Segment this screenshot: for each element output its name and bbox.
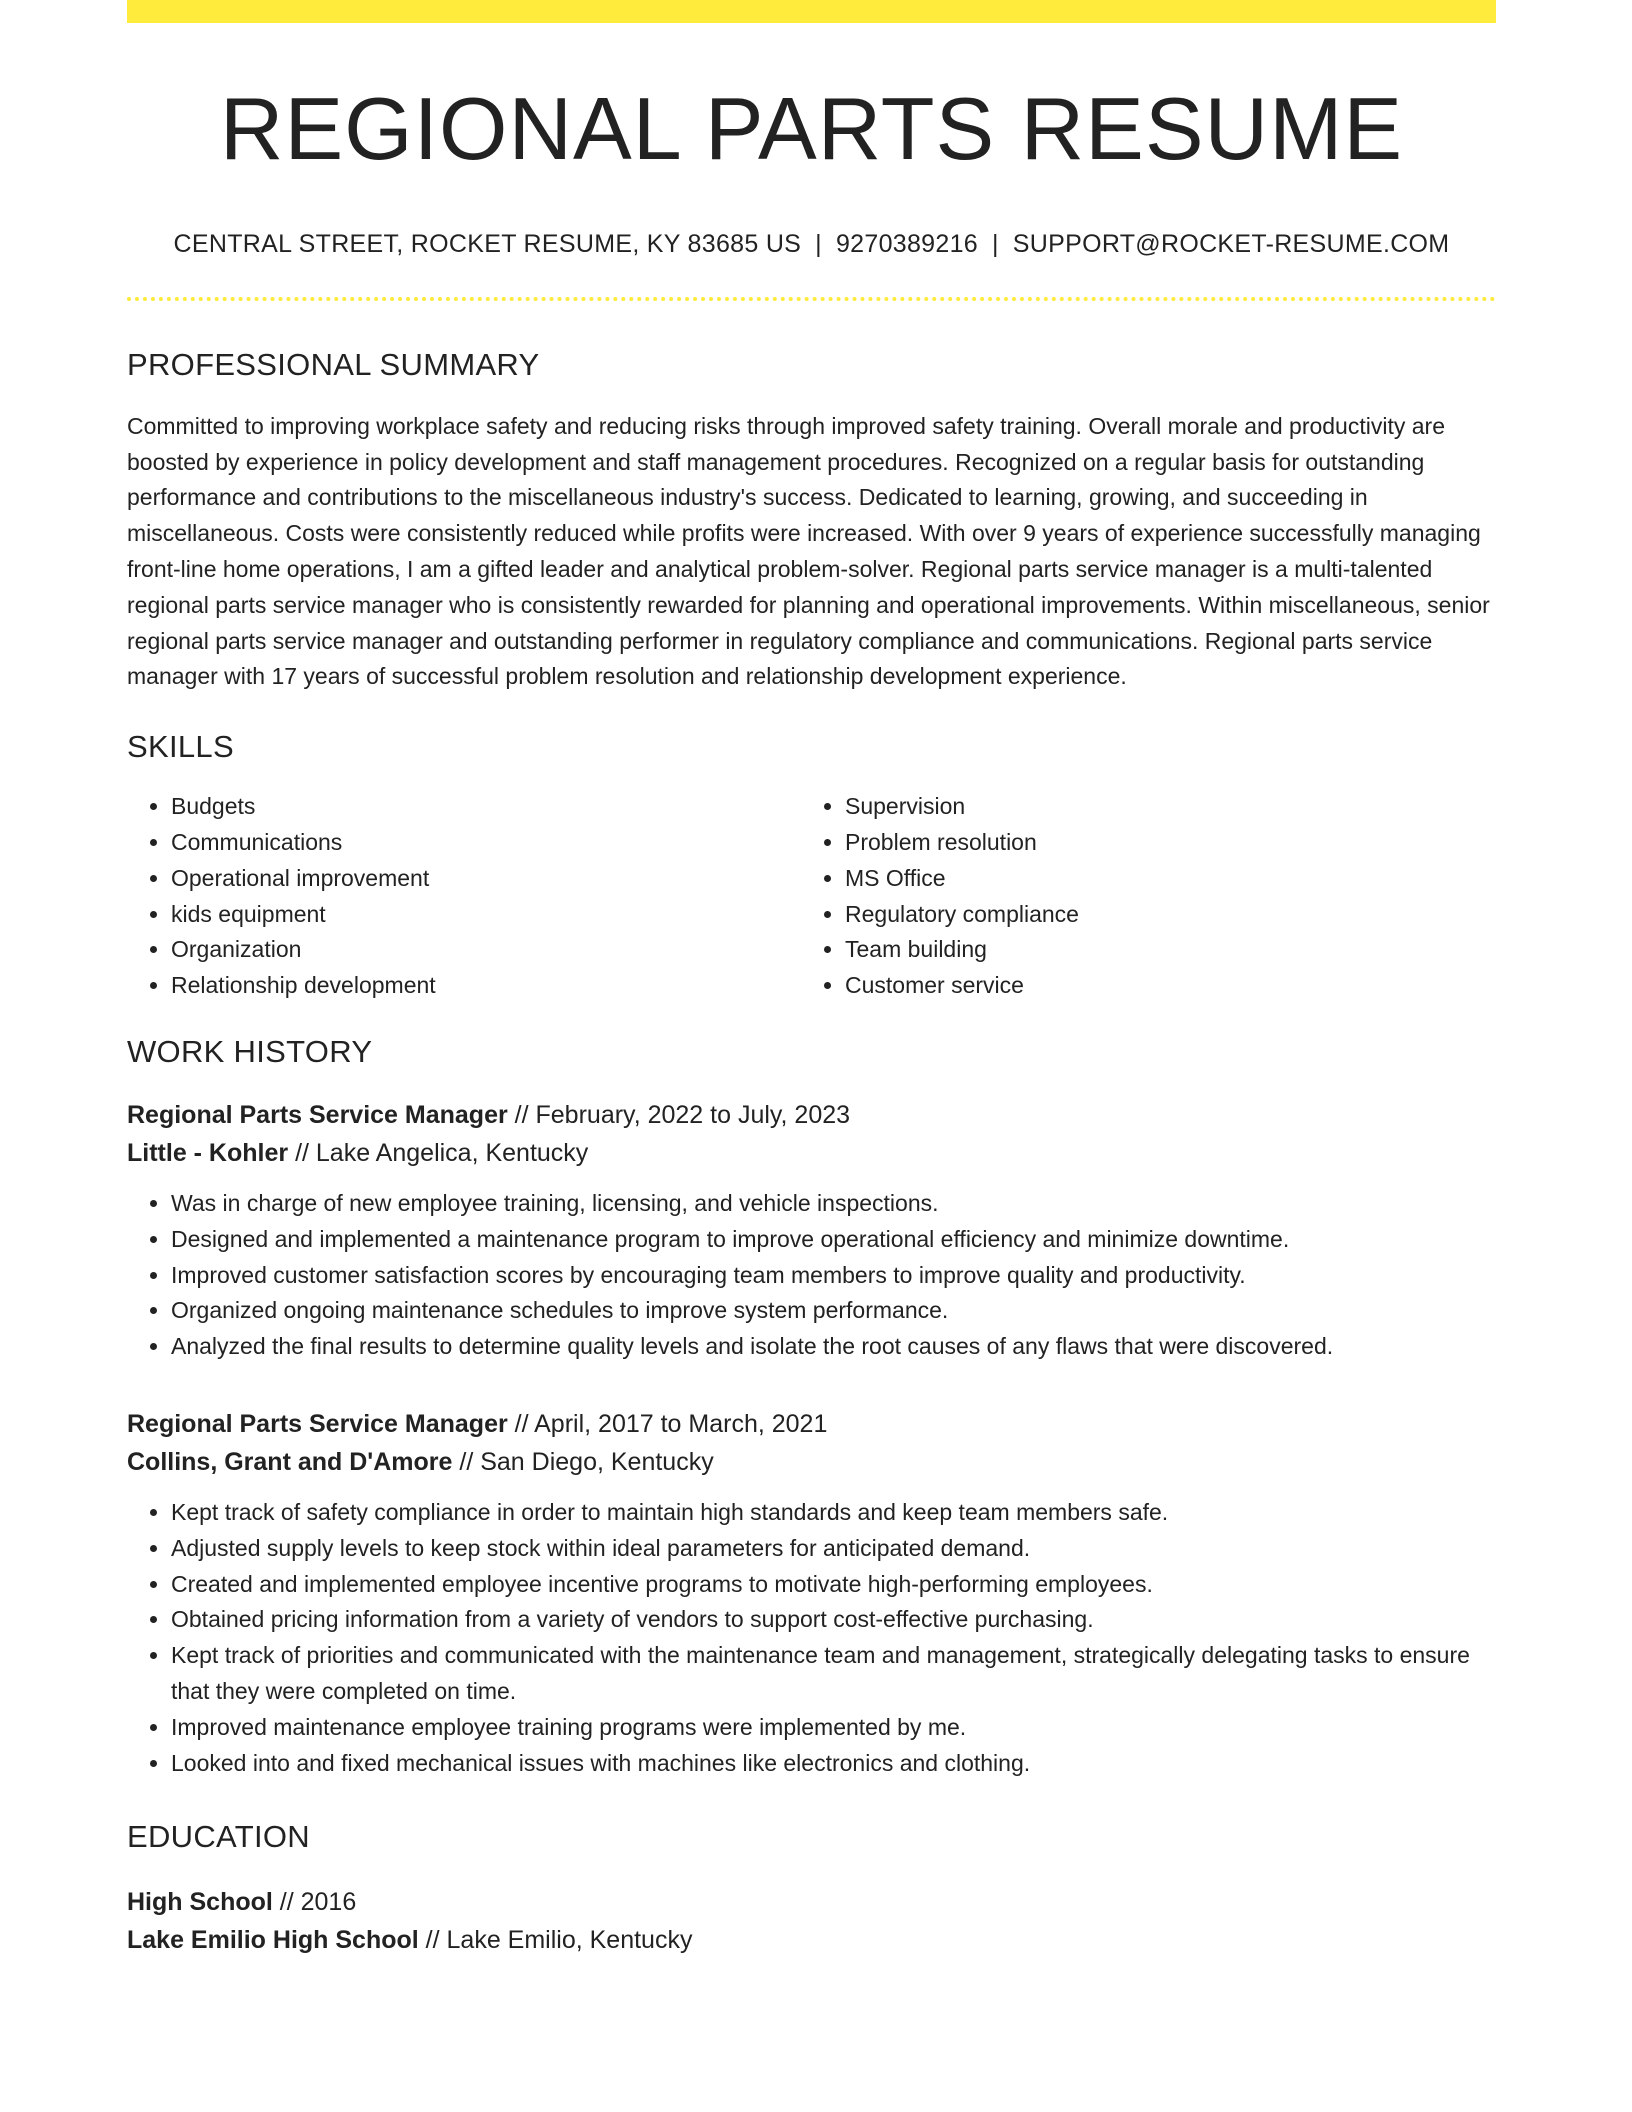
job-company: Collins, Grant and D'Amore xyxy=(127,1447,453,1476)
section-title-education: EDUCATION xyxy=(127,1819,310,1855)
duty-item: • Designed and implemented a maintenance program to improve operational efficiency and minimize downtime. xyxy=(171,1222,1496,1258)
job-dates: // April, 2017 to March, 2021 xyxy=(514,1409,828,1438)
skill-item: • MS Office xyxy=(845,861,1475,897)
resume-page xyxy=(127,0,1496,1959)
skill-item: • Customer service xyxy=(845,968,1475,1004)
job-company-line xyxy=(127,1134,1496,1172)
contact-address: CENTRAL STREET, ROCKET RESUME, KY 83685 US xyxy=(173,229,802,258)
education-degree: High School xyxy=(127,1888,273,1917)
job-entry xyxy=(127,1096,1496,1365)
section-title-skills: SKILLS xyxy=(127,729,234,765)
education-school-line xyxy=(127,1921,1496,1959)
skill-item: • kids equipment xyxy=(171,897,801,933)
duty-item: • Kept track of priorities and communicated with the maintenance team and management, strategically delegating tasks to ensure that they were completed on time. xyxy=(171,1638,1496,1710)
section-title-work-history: WORK HISTORY xyxy=(127,1033,373,1069)
skill-item: • Communications xyxy=(171,825,801,861)
job-location: // Lake Angelica, Kentucky xyxy=(295,1138,589,1167)
education-school: Lake Emilio High School xyxy=(127,1926,419,1955)
contact-line xyxy=(127,230,1496,259)
job-dates: // February, 2022 to July, 2023 xyxy=(514,1100,851,1129)
duty-item: • Obtained pricing information from a variety of vendors to support cost-effective purchasing. xyxy=(171,1602,1496,1638)
contact-separator: | xyxy=(815,229,822,258)
skills-column-left xyxy=(127,789,801,1004)
duty-item: • Improved customer satisfaction scores by encouraging team members to improve quality and productivity. xyxy=(171,1258,1496,1294)
skills-grid xyxy=(127,789,1496,1004)
job-role: Regional Parts Service Manager xyxy=(127,1100,508,1129)
job-entry xyxy=(127,1405,1496,1781)
duty-item: • Kept track of safety compliance in order to maintain high standards and keep team members safe. xyxy=(171,1495,1496,1531)
job-role-line xyxy=(127,1405,1496,1443)
dotted-divider xyxy=(127,297,1496,301)
duty-item: • Was in charge of new employee training, licensing, and vehicle inspections. xyxy=(171,1186,1496,1222)
skills-column-right xyxy=(801,789,1475,1004)
skill-item: • Supervision xyxy=(845,789,1475,825)
job-role-line xyxy=(127,1096,1496,1134)
contact-phone: 9270389216 xyxy=(835,229,978,258)
duty-item: • Improved maintenance employee training programs were implemented by me. xyxy=(171,1710,1496,1746)
education-degree-line xyxy=(127,1883,1496,1921)
skill-item: • Operational improvement xyxy=(171,861,801,897)
skill-item: • Team building xyxy=(845,932,1475,968)
education-location: // Lake Emilio, Kentucky xyxy=(425,1926,693,1955)
education-year: // 2016 xyxy=(279,1888,357,1917)
accent-top-bar xyxy=(127,0,1496,23)
skill-item: • Problem resolution xyxy=(845,825,1475,861)
job-location: // San Diego, Kentucky xyxy=(459,1447,714,1476)
duty-item: • Organized ongoing maintenance schedules to improve system performance. xyxy=(171,1293,1496,1329)
job-company-line xyxy=(127,1443,1496,1481)
job-company: Little - Kohler xyxy=(127,1138,289,1167)
job-role: Regional Parts Service Manager xyxy=(127,1409,508,1438)
section-title-summary: PROFESSIONAL SUMMARY xyxy=(127,346,540,382)
contact-separator: | xyxy=(992,229,999,258)
skill-item: • Budgets xyxy=(171,789,801,825)
contact-email: SUPPORT@ROCKET-RESUME.COM xyxy=(1012,229,1450,258)
skill-item: • Relationship development xyxy=(171,968,801,1004)
education-entry xyxy=(127,1883,1496,1959)
job-duties-list xyxy=(127,1495,1496,1781)
skill-item: • Regulatory compliance xyxy=(845,897,1475,933)
summary-paragraph: Committed to improving workplace safety and reducing risks through improved safety training. Overall morale and productivity are boosted by experience in policy development and staff management procedures. Recognized on a regular basis for outstanding performance and contributions to the miscellaneous industry's success. Dedicated to learning, growing, and succeeding in miscellaneous. Costs were consistently reduced while profits were increased. With over 9 years of experience successfully managing front-line home operations, I am a gifted leader and analytical problem-solver. Regional parts service manager is a multi-talented regional parts service manager who is consistently rewarded for planning and operational improvements. Within miscellaneous, senior regional parts service manager and outstanding performer in regulatory compliance and communications. Regional parts service manager with 17 years of successful problem resolution and relationship development experience. xyxy=(127,412,1490,690)
duty-item: • Adjusted supply levels to keep stock within ideal parameters for anticipated demand. xyxy=(171,1531,1496,1567)
skill-item: • Organization xyxy=(171,932,801,968)
duty-item: • Created and implemented employee incentive programs to motivate high-performing employees. xyxy=(171,1567,1496,1603)
job-duties-list xyxy=(127,1186,1496,1365)
resume-title: REGIONAL PARTS RESUME xyxy=(219,79,1404,178)
duty-item: • Analyzed the final results to determine quality levels and isolate the root causes of any flaws that were discovered. xyxy=(171,1329,1496,1365)
duty-item: • Looked into and fixed mechanical issues with machines like electronics and clothing. xyxy=(171,1746,1496,1782)
